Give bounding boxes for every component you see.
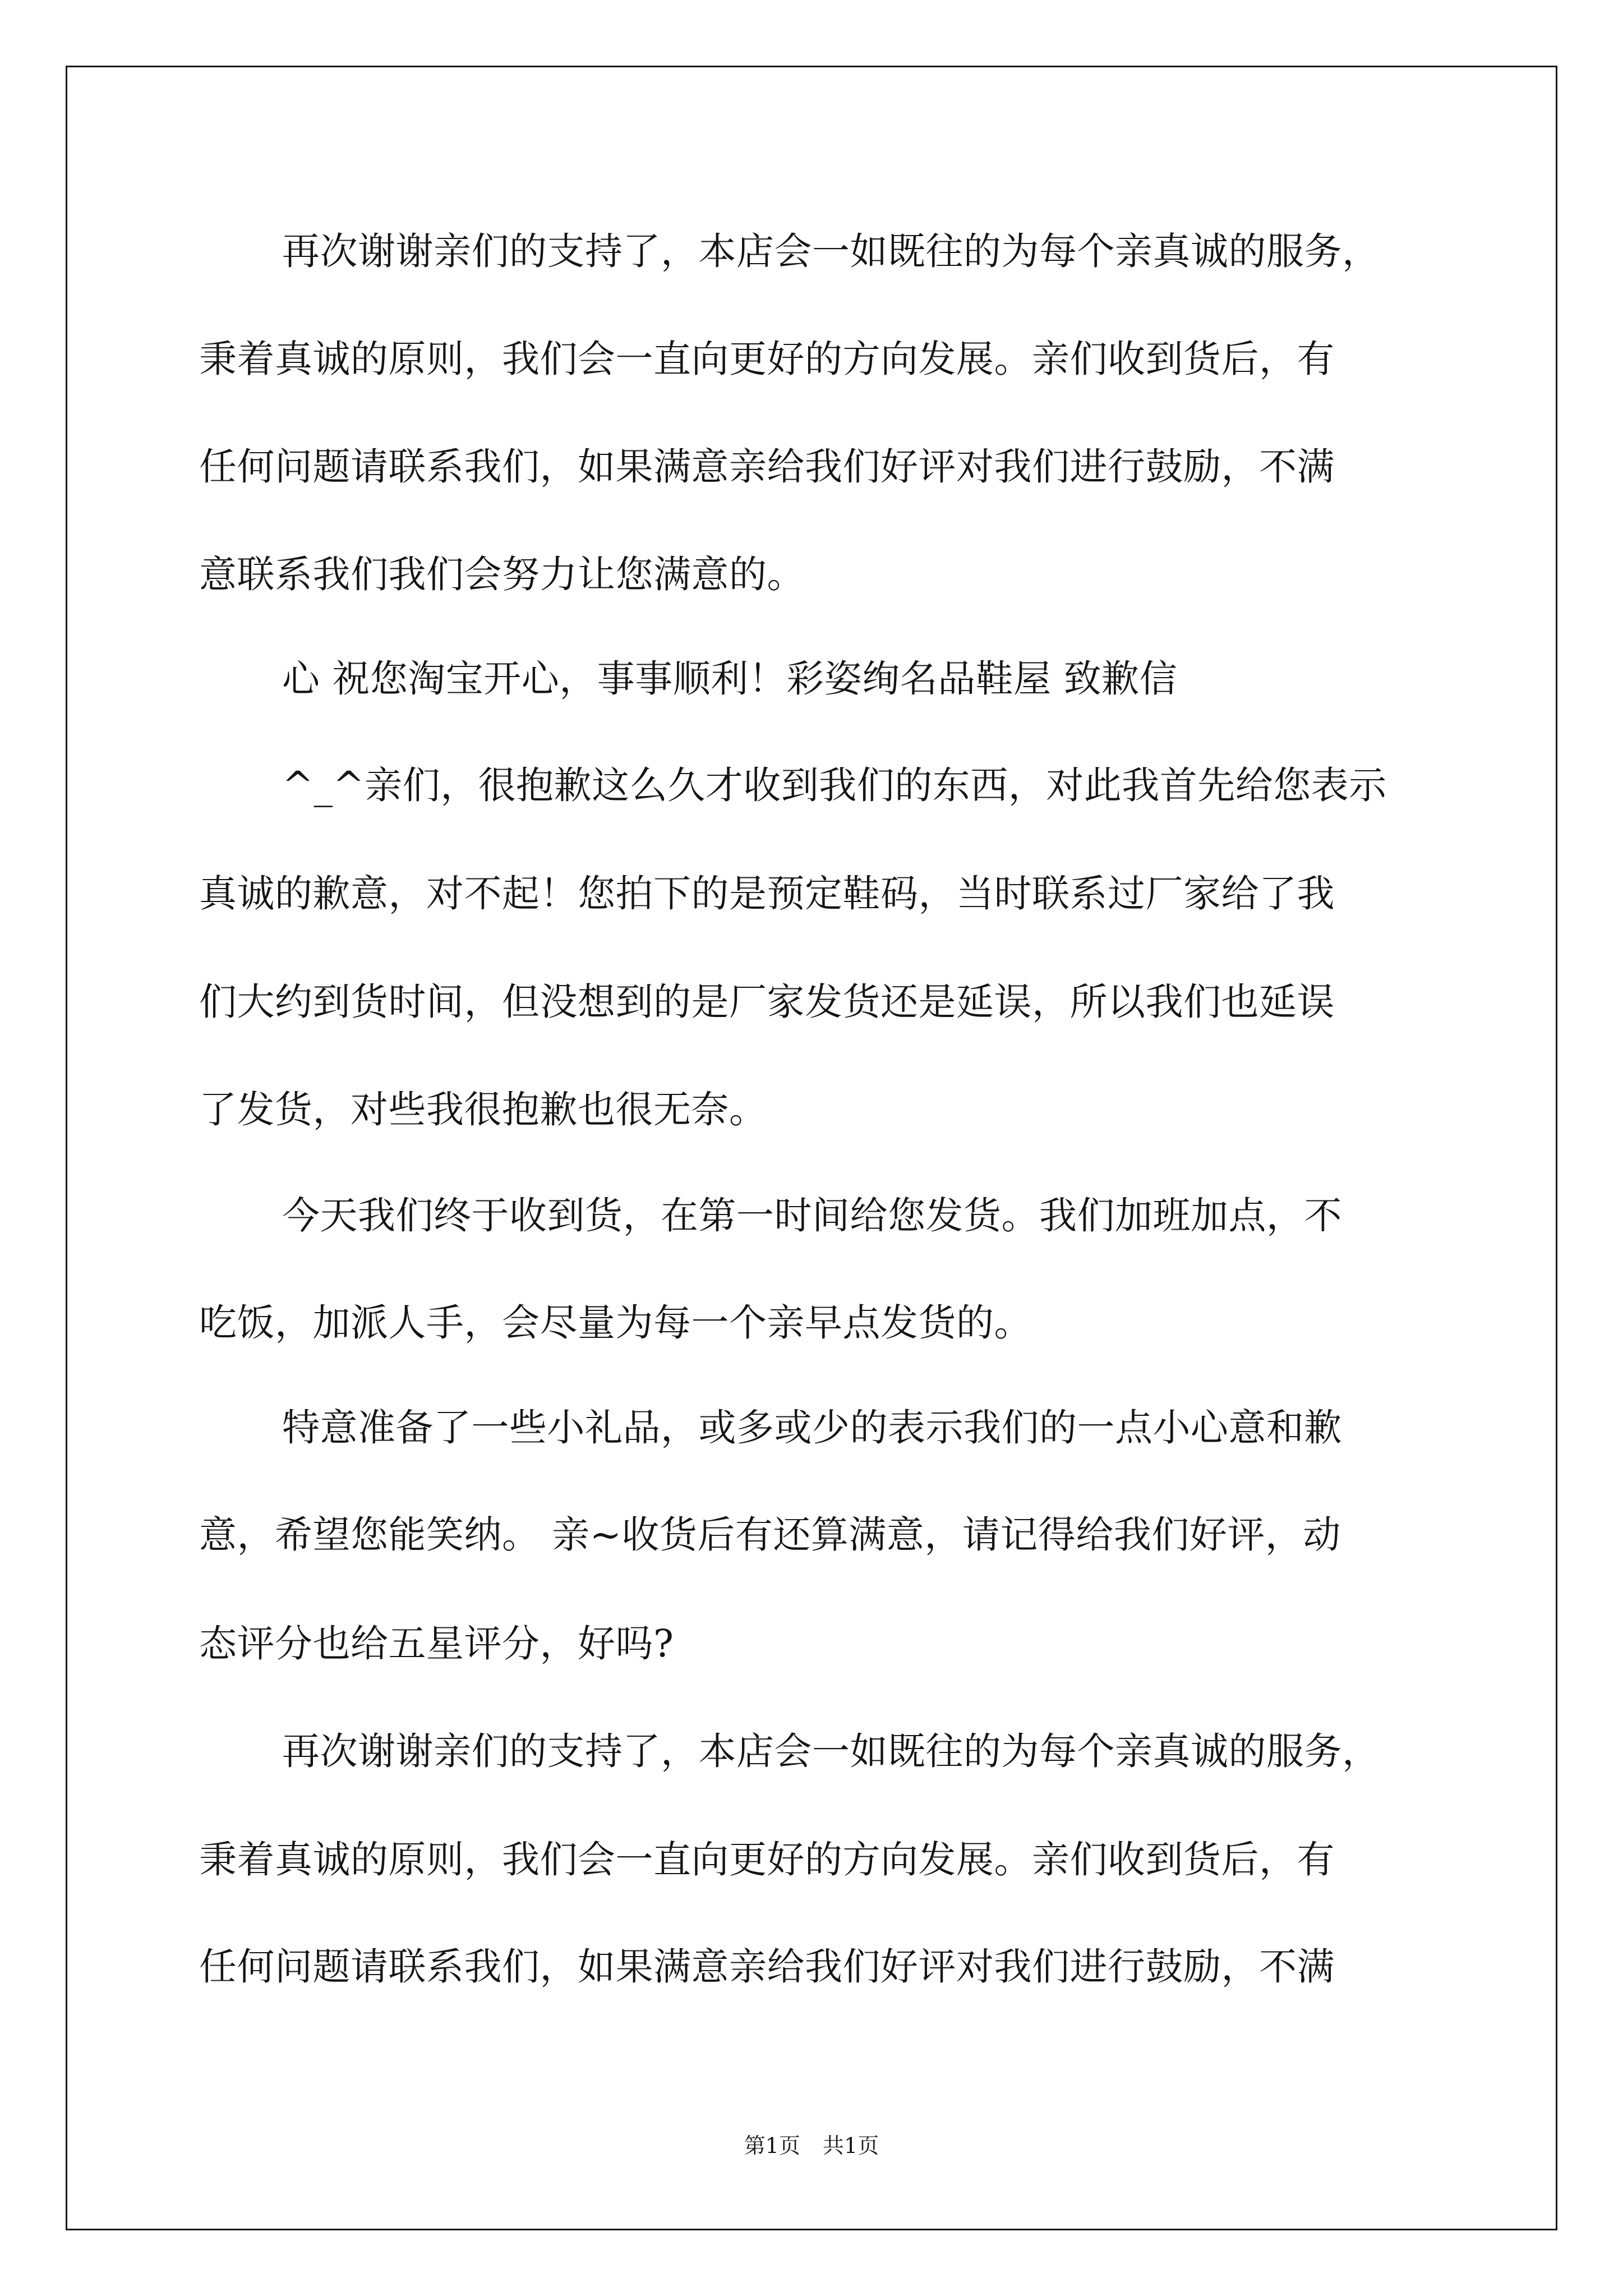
page-border [66, 66, 1557, 2230]
text-line: 特意准备了一些小礼品，或多或少的表示我们的一点小心意和歉 [282, 1406, 1342, 1450]
text-line: 态评分也给五星评分，好吗? [199, 1622, 674, 1665]
text-line: 真诚的歉意，对不起！您拍下的是预定鞋码，当时联系过厂家给了我 [199, 872, 1335, 915]
page-total: 共1页 [823, 2133, 879, 2158]
text-line: 们大约到货时间，但没想到的是厂家发货还是延误，所以我们也延误 [199, 980, 1335, 1024]
text-line: 意联系我们我们会努力让您满意的。 [199, 553, 805, 596]
text-line: 任何问题请联系我们，如果满意亲给我们好评对我们进行鼓励，不满 [199, 445, 1335, 489]
text-line: ^_^亲们，很抱歉这么久才收到我们的东西，对此我首先给您表示 [282, 763, 1387, 807]
page-footer [0, 2132, 1623, 2160]
text-line: 意，希望您能笑纳。 亲~收货后有还算满意，请记得给我们好评，动 [199, 1513, 1341, 1557]
text-line: 任何问题请联系我们，如果满意亲给我们好评对我们进行鼓励，不满 [199, 1945, 1335, 1989]
text-line: 心 祝您淘宝开心，事事顺利！彩姿绚名品鞋屋 致歉信 [282, 657, 1178, 701]
text-line: 再次谢谢亲们的支持了，本店会一如既往的为每个亲真诚的服务， [282, 229, 1380, 273]
text-line: 再次谢谢亲们的支持了，本店会一如既往的为每个亲真诚的服务， [282, 1729, 1380, 1773]
text-line: 今天我们终于收到货，在第一时间给您发货。我们加班加点，不 [282, 1194, 1342, 1237]
text-line: 了发货，对些我很抱歉也很无奈。 [199, 1088, 767, 1131]
text-line: 吃饭，加派人手，会尽量为每一个亲早点发货的。 [199, 1301, 1032, 1345]
text-line: 秉着真诚的原则，我们会一直向更好的方向发展。亲们收到货后，有 [199, 1838, 1335, 1881]
page-number: 第1页 [744, 2133, 800, 2158]
text-line: 秉着真诚的原则，我们会一直向更好的方向发展。亲们收到货后，有 [199, 337, 1335, 381]
